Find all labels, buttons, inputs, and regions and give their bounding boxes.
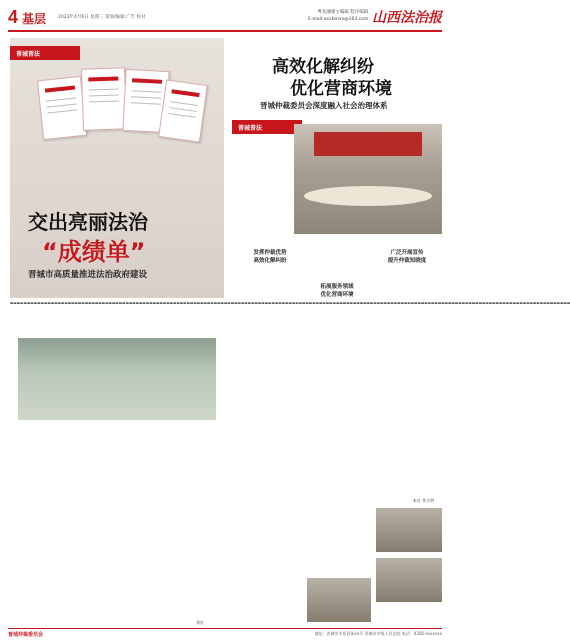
article-credit: 刘宏 xyxy=(196,620,204,625)
body-text-block: ▬▬▬▬▬▬▬▬▬▬▬▬▬▬▬▬▬▬▬▬▬▬▬▬▬▬▬▬▬▬▬▬▬▬▬▬▬▬▬▬▬▬▬▬▬▬▬▬▬▬▬▬▬▬▬▬▬▬▬▬▬▬▬▬▬▬▬▬▬▬▬▬▬▬▬▬▬▬▬▬▬▬▬▬▬▬▬▬▬▬▬▬▬▬▬▬▬▬▬▬▬▬▬▬▬▬▬▬▬▬▬▬▬▬▬▬▬▬▬▬▬▬▬▬▬▬▬▬▬▬▬▬▬▬▬▬▬▬▬▬▬▬▬▬▬▬▬▬▬▬▬▬▬▬▬▬▬▬▬▬▬▬▬▬▬ xyxy=(10,301,570,305)
article-title-highlight: “成绩单” xyxy=(42,238,146,266)
article-title: 高效化解纠纷 xyxy=(272,57,374,77)
activity-photo xyxy=(376,558,442,602)
article-title: 交出亮丽法治 xyxy=(28,210,148,234)
meeting-photo xyxy=(18,338,216,420)
article-credit: 本社 李立明 xyxy=(412,498,434,503)
editor-info: 粤北融媒主编辑 程序编辑 E-mail:xxxbmxx@163.com xyxy=(308,10,369,22)
document-image xyxy=(37,76,87,140)
article-subtitle: 晋城仲裁委员会深度融入社会治理体系 xyxy=(260,101,388,110)
footer-address: 地址：晋城市中原西街xx号 晋城市中级人民法院 电话：0356-xxxxxxx xyxy=(314,631,442,636)
document-image xyxy=(158,79,208,142)
masthead xyxy=(8,6,442,32)
issue-meta: 2023年4月6日 星期三 策划/编辑:广告 校对 xyxy=(58,15,146,20)
article-banner xyxy=(10,38,224,298)
activity-photo xyxy=(376,508,442,552)
article-subtitle: 晋城市高质量推进法治政府建设 xyxy=(28,270,148,280)
section-heading: 广泛开展宣传 提升仲裁知晓度 xyxy=(387,250,427,264)
activity-photo xyxy=(307,578,371,622)
footer-sponsor: 普城仲裁委员会 xyxy=(8,632,44,638)
meeting-photo xyxy=(294,124,442,234)
page-section-name: 基层 xyxy=(22,12,47,26)
body-text-column xyxy=(10,426,78,622)
body-text-column xyxy=(156,426,224,622)
right-article xyxy=(232,38,442,628)
section-tag: 普城普法 xyxy=(10,46,80,60)
article-title: 优化营商环境 xyxy=(290,79,392,99)
document-image xyxy=(81,67,127,130)
section-heading: 拓展服务领域 优化营商环境 xyxy=(320,284,354,298)
page-footer xyxy=(8,628,442,638)
page-number: 4 xyxy=(8,7,19,27)
body-text-column xyxy=(83,426,151,622)
section-tag: 普城普法 xyxy=(232,120,302,134)
newspaper-logo: 山西法治报 xyxy=(372,10,442,26)
section-heading: 发挥仲裁优势 高效化解纠纷 xyxy=(253,250,287,264)
